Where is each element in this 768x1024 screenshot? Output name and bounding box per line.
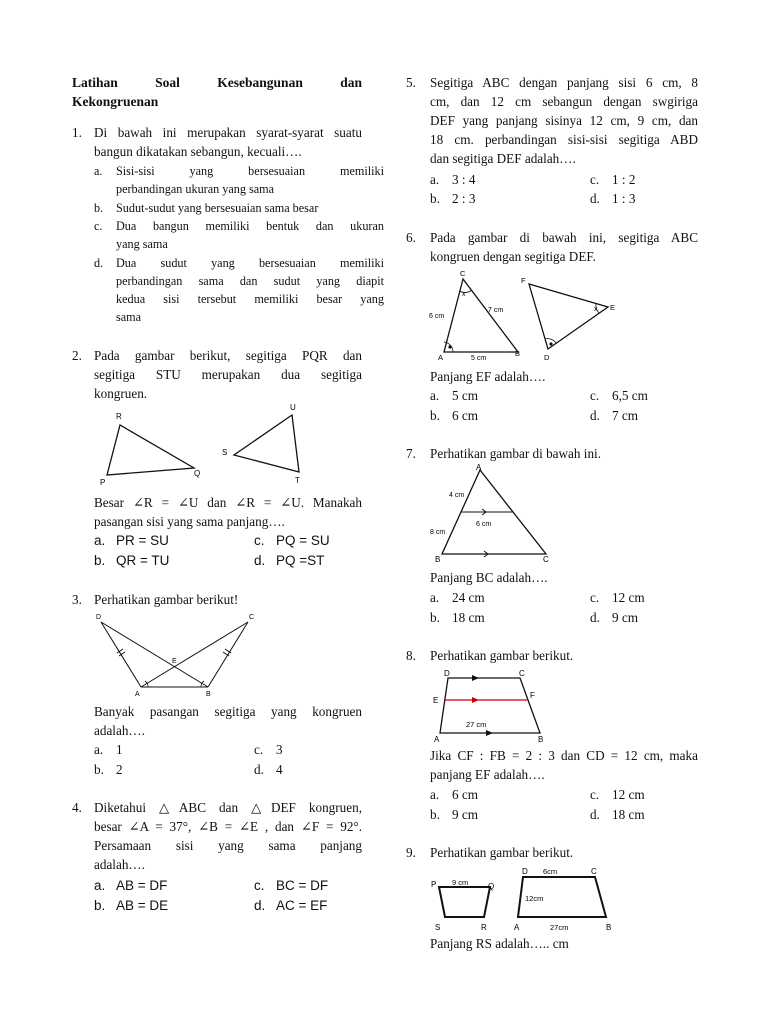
question-text-line: bangun dikatakan sebangun, kecuali…. — [94, 144, 302, 159]
option-c[interactable] — [590, 588, 645, 607]
label-f: F — [530, 691, 535, 700]
label-b: B — [206, 691, 211, 698]
option-text: 3 — [276, 742, 283, 757]
option-c[interactable] — [590, 386, 648, 405]
option-letter: a. — [94, 533, 106, 548]
label-x2: x — [594, 306, 598, 313]
option-letter: a. — [430, 172, 440, 187]
label-d: D — [522, 867, 528, 876]
title-word: Latihan — [72, 75, 118, 90]
option-text: PQ = SU — [276, 533, 330, 548]
option-a[interactable] — [94, 531, 169, 550]
label-12cm: 12cm — [525, 894, 544, 903]
option-text: 4 — [276, 762, 283, 777]
label-c: C — [460, 269, 466, 278]
option-letter: d. — [590, 610, 600, 625]
option-letter: b. — [430, 191, 440, 206]
option-letter: a. — [94, 742, 104, 757]
label-a: A — [514, 923, 520, 932]
option-letter: a. — [94, 878, 106, 893]
option-letter: c. — [254, 742, 264, 757]
option-d[interactable] — [254, 896, 327, 915]
option-a[interactable] — [94, 740, 123, 759]
option-text: 1 : 2 — [612, 172, 636, 187]
figure-two-trapezoids — [428, 862, 628, 934]
option-letter: b. — [94, 553, 106, 568]
option-letter: d. — [254, 762, 264, 777]
question-3-prompt — [94, 702, 362, 740]
option-letter: c. — [590, 388, 600, 403]
option-b[interactable] — [430, 608, 485, 627]
option-text: AB = DE — [116, 898, 169, 913]
triangle-stu — [234, 415, 299, 472]
option-text: 18 cm — [612, 807, 645, 822]
option-text: Dua sudut yang bersesuaian memiliki — [116, 256, 384, 270]
option-letter: d. — [590, 408, 600, 423]
option-b[interactable] — [430, 189, 475, 208]
option-text: AB = DF — [116, 878, 168, 893]
option-b[interactable] — [94, 551, 169, 570]
figure-triangle-parallel — [428, 462, 558, 567]
question-text-line: pasangan sisi yang sama panjang…. — [94, 514, 285, 529]
option-text: Dua bangun memiliki bentuk dan ukuran — [116, 219, 384, 233]
option-text: 24 cm — [452, 590, 485, 605]
label-27cm: 27 cm — [466, 720, 487, 729]
question-text-line: adalah…. — [94, 857, 145, 872]
figure-crossed-triangles — [94, 610, 264, 700]
question-number: 3. — [72, 592, 82, 607]
question-text: Perhatikan gambar berikut! — [94, 592, 239, 607]
question-number: 4. — [72, 800, 82, 815]
label-u: U — [290, 403, 296, 412]
label-t: T — [295, 476, 300, 485]
option-text: 5 cm — [452, 388, 479, 403]
option-letter: c. — [590, 590, 600, 605]
question-number: 7. — [406, 446, 416, 461]
label-q: Q — [488, 882, 495, 891]
option-letter: a. — [430, 787, 440, 802]
option-letter: b. — [94, 898, 106, 913]
option-text: 9 cm — [612, 610, 639, 625]
label-b: B — [435, 555, 441, 564]
option-c[interactable] — [254, 740, 283, 759]
label-d: D — [96, 614, 102, 621]
question-2-prompt — [94, 493, 362, 531]
title-line-2: Kekongruenan — [72, 94, 159, 109]
question-text-line: panjang EF adalah…. — [430, 767, 545, 782]
option-letter: d. — [590, 191, 600, 206]
question-text-line: 18 cm. perbandingan sisi-sisi segitiga ABD — [430, 132, 698, 147]
label-9cm: 9 cm — [452, 878, 469, 887]
question-text-line: Jika CF : FB = 2 : 3 dan CD = 12 cm, maka — [430, 748, 698, 763]
option-letter: d. — [254, 898, 266, 913]
option-text: 1 — [116, 742, 123, 757]
question-number: 5. — [406, 75, 416, 90]
label-4cm: 4 cm — [449, 492, 465, 499]
option-text: 1 : 3 — [612, 191, 636, 206]
option-d[interactable] — [590, 805, 645, 824]
option-letter: c. — [590, 787, 600, 802]
question-text-line: kongruen. — [94, 386, 148, 401]
option-d[interactable] — [590, 189, 635, 208]
option-letter: a. — [94, 164, 103, 178]
option-letter: c. — [254, 533, 265, 548]
label-s: S — [435, 923, 441, 932]
title-word: Kesebangunan — [217, 75, 303, 90]
option-text: 6,5 cm — [612, 388, 648, 403]
option-letter: c. — [254, 878, 265, 893]
figure-triangles-pqr-stu — [94, 400, 324, 488]
option-letter: c. — [94, 219, 103, 233]
option-d[interactable] — [590, 608, 638, 627]
label-6cm: 6cm — [543, 867, 558, 876]
option-letter: d. — [94, 256, 104, 270]
option-d[interactable] — [254, 551, 324, 570]
option-c[interactable] — [590, 785, 645, 804]
label-b: B — [606, 923, 612, 932]
question-text: Perhatikan gambar berikut. — [430, 845, 574, 860]
label-5cm: 5 cm — [471, 355, 487, 362]
option-b[interactable] — [430, 805, 478, 824]
option-text: 18 cm — [452, 610, 485, 625]
question-text-line: Banyak pasangan segitiga yang kongruen — [94, 704, 362, 719]
option-text: sama — [116, 310, 142, 324]
option-text: 12 cm — [612, 590, 645, 605]
question-number: 2. — [72, 348, 82, 363]
label-27cm: 27cm — [550, 923, 569, 932]
label-p: P — [100, 478, 106, 487]
question-text-line: Diketahui △ABC dan △DEF kongruen, — [94, 800, 362, 815]
option-a[interactable] — [94, 876, 167, 895]
label-r: R — [116, 412, 122, 421]
label-6cm: 6 cm — [429, 313, 445, 320]
question-text: Perhatikan gambar di bawah ini. — [430, 446, 602, 461]
label-s: S — [222, 448, 228, 457]
label-x: x — [462, 291, 466, 298]
option-d[interactable] — [590, 406, 638, 425]
label-d: D — [444, 669, 450, 678]
label-7cm: 7 cm — [488, 307, 504, 314]
question-text-line: Pada gambar berikut, segitiga PQR dan — [94, 348, 362, 363]
option-letter: c. — [590, 172, 600, 187]
option-a[interactable] — [430, 170, 475, 189]
option-d[interactable] — [254, 760, 283, 779]
question-text-line: Persamaan sisi yang sama panjang — [94, 838, 362, 853]
option-text: perbandingan sama dan sudut yang diapit — [116, 274, 384, 288]
option-a[interactable] — [430, 386, 478, 405]
option-letter: a. — [430, 590, 440, 605]
label-r: R — [481, 923, 487, 932]
triangle-pqr — [107, 425, 194, 475]
option-text: kedua sisi tersebut memiliki besar yang — [116, 292, 384, 306]
option-letter: a. — [430, 388, 440, 403]
label-a: A — [135, 691, 140, 698]
question-text-line: DEF yang panjang sisinya 12 cm, 9 cm, dan — [430, 113, 698, 128]
option-text: 2 : 3 — [452, 191, 476, 206]
question-text-line: cm, dan 12 cm sebangun dengan swgiriga — [430, 94, 698, 109]
question-text-line: Segitiga ABC dengan panjang sisi 6 cm, 8 — [430, 75, 698, 90]
label-a: A — [476, 463, 482, 472]
label-e: E — [610, 303, 616, 312]
label-c: C — [591, 867, 597, 876]
title-word: dan — [340, 75, 362, 90]
question-9-prompt: Panjang RS adalah….. cm — [430, 936, 569, 951]
figure-trapezoid-abcd — [428, 666, 558, 744]
option-letter: d. — [590, 807, 600, 822]
label-e: E — [433, 696, 439, 705]
question-number: 1. — [72, 125, 82, 140]
question-text: Perhatikan gambar berikut. — [430, 648, 574, 663]
label-e: E — [172, 658, 177, 665]
label-p: P — [431, 880, 437, 889]
option-text: PQ =ST — [276, 553, 325, 568]
option-c[interactable] — [254, 531, 330, 550]
option-letter: b. — [430, 610, 440, 625]
label-6cm: 6 cm — [476, 521, 492, 528]
label-b: B — [538, 735, 544, 744]
question-text — [94, 123, 362, 161]
option-text: PR = SU — [116, 533, 169, 548]
question-number: 6. — [406, 230, 416, 245]
option-a[interactable] — [430, 785, 478, 804]
question-text-line: kongruen dengan segitiga DEF. — [430, 249, 596, 264]
option-c[interactable] — [254, 876, 328, 895]
option-text: AC = EF — [276, 898, 328, 913]
question-text-line: besar ∠A = 37°, ∠B = ∠E , dan ∠F = 92°. — [94, 819, 362, 834]
question-text-line: adalah…. — [94, 723, 145, 738]
option-letter: b. — [430, 807, 440, 822]
question-text-line: segitiga STU merupakan dua segitiga — [94, 367, 362, 382]
option-letter: d. — [254, 553, 266, 568]
option-text: 2 — [116, 762, 123, 777]
label-q: Q — [194, 469, 201, 478]
label-b: B — [515, 349, 521, 358]
label-f: F — [521, 276, 526, 285]
question-6-prompt: Panjang EF adalah…. — [430, 369, 546, 384]
question-text-line: Pada gambar di bawah ini, segitiga ABC — [430, 230, 698, 245]
option-text: yang sama — [116, 237, 168, 251]
label-a: A — [438, 353, 444, 362]
option-text: 7 cm — [612, 408, 639, 423]
option-b[interactable] — [94, 896, 168, 915]
option-text: 12 cm — [612, 787, 645, 802]
question-8-prompt — [430, 746, 698, 784]
question-text-line: dan segitiga DEF adalah…. — [430, 151, 576, 166]
label-c: C — [543, 555, 549, 564]
worksheet-title — [72, 73, 362, 111]
figure-triangles-abc-def — [428, 267, 628, 367]
option-text: BC = DF — [276, 878, 329, 893]
question-7-prompt: Panjang BC adalah…. — [430, 570, 548, 585]
option-c[interactable] — [590, 170, 635, 189]
option-b[interactable] — [94, 760, 123, 779]
option-letter: b. — [430, 408, 440, 423]
option-text: perbandingan ukuran yang sama — [116, 182, 275, 196]
option-text: 6 cm — [452, 408, 479, 423]
label-a: A — [434, 735, 440, 744]
option-text: 9 cm — [452, 807, 479, 822]
question-text-line: Di bawah ini merupakan syarat-syarat suatu — [94, 125, 362, 140]
label-c: C — [249, 614, 255, 621]
label-d: D — [544, 353, 550, 362]
question-text-line: Besar ∠R = ∠U dan ∠R = ∠U. Manakah — [94, 495, 362, 510]
option-text: 6 cm — [452, 787, 479, 802]
option-a[interactable] — [430, 588, 485, 607]
label-8cm: 8 cm — [430, 529, 446, 536]
option-text: Sudut-sudut yang bersesuaian sama besar — [116, 201, 319, 215]
question-number: 9. — [406, 845, 416, 860]
question-number: 8. — [406, 648, 416, 663]
option-letter: b. — [94, 201, 104, 215]
option-text: 3 : 4 — [452, 172, 476, 187]
label-c: C — [519, 669, 525, 678]
option-text: QR = TU — [116, 553, 170, 568]
title-word: Soal — [155, 75, 180, 90]
option-text: Sisi-sisi yang bersesuaian memiliki — [116, 164, 384, 178]
option-b[interactable] — [430, 406, 478, 425]
option-letter: b. — [94, 762, 104, 777]
